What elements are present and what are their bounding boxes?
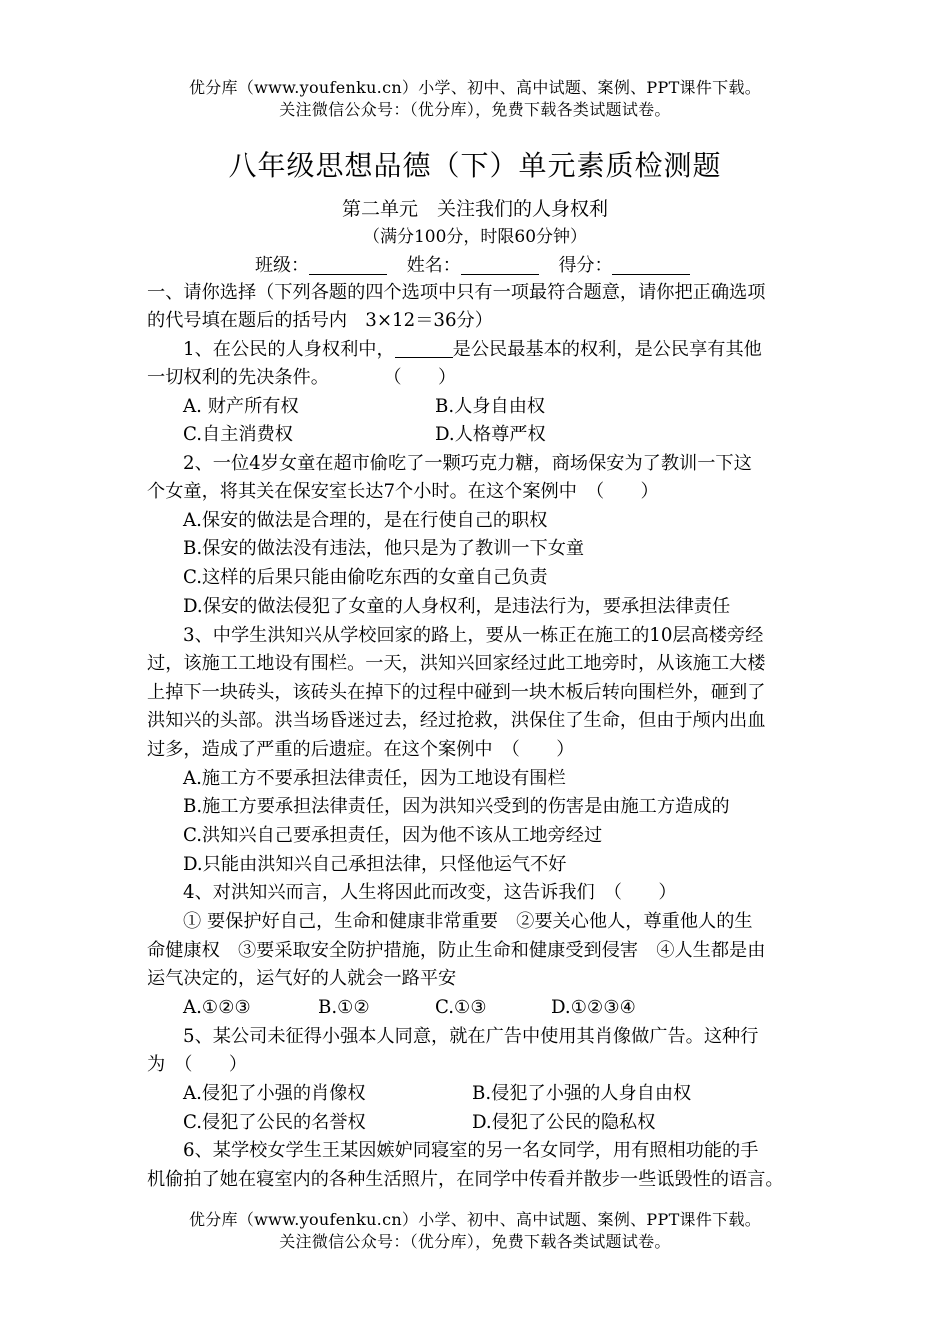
student-info-row — [255, 251, 704, 277]
class-blank — [309, 256, 387, 275]
q5-stem-line-2: 为 （ ） — [147, 1054, 248, 1075]
q5-option-b: B.侵犯了小强的人身自由权 — [472, 1083, 692, 1104]
q3-stem-line-1: 3、中学生洪知兴从学校回家的路上，要从一栋正在施工的10层高楼旁经 — [183, 625, 764, 646]
q2-option-b: B.保安的做法没有违法，他只是为了教训一下女童 — [183, 538, 585, 559]
page-title: 八年级思想品德（下）单元素质检测题 — [228, 149, 722, 182]
unit-title: 第二单元 关注我们的人身权利 — [341, 198, 608, 220]
q2-option-d: D.保安的做法侵犯了女童的人身权利，是违法行为，要承担法律责任 — [183, 596, 731, 617]
footer-line-1: 优分库（www.youfenku.cn）小学、初中、高中试题、案例、PPT课件下载。 — [188, 1210, 762, 1229]
q2-option-c: C.这样的后果只能由偷吃东西的女童自己负责 — [183, 567, 548, 588]
q3-stem-line-2: 过，该施工工地设有围栏。一天，洪知兴回家经过此工地旁时，从该施工大楼 — [147, 653, 766, 674]
exam-info: （满分100分，时限60分钟） — [362, 227, 588, 247]
header-line-1: 优分库（www.youfenku.cn）小学、初中、高中试题、案例、PPT课件下载。 — [188, 78, 762, 97]
footer-line-2: 关注微信公众号：（优分库），免费下载各类试题试卷。 — [279, 1232, 671, 1251]
q5-option-d: D.侵犯了公民的隐私权 — [472, 1112, 656, 1133]
q1-stem-part-b: 是公民最基本的权利，是公民享有其他 — [452, 339, 762, 360]
header-line-2: 关注微信公众号：（优分库），免费下载各类试题试卷。 — [279, 100, 671, 119]
q1-stem-line-1 — [183, 339, 762, 361]
q3-option-c: C.洪知兴自己要承担责任，因为他不该从工地旁经过 — [183, 825, 603, 846]
q2-option-a: A.保安的做法是合理的，是在行使自己的职权 — [183, 510, 548, 531]
q2-stem-line-2: 个女童，将其关在保安室长达7个小时。在这个案例中 （ ） — [147, 481, 659, 502]
name-label: 姓名： — [406, 255, 461, 276]
q5-option-a: A.侵犯了小强的肖像权 — [183, 1083, 366, 1104]
q1-option-c: C.自主消费权 — [183, 424, 293, 445]
q1-option-b: B.人身自由权 — [435, 396, 546, 417]
q1-stem-part-a: 1、在公民的人身权利中， — [183, 339, 395, 360]
q4-option-d: D.①②③④ — [551, 997, 636, 1018]
q4-stem-line-2: ① 要保护好自己，生命和健康非常重要 ②要关心他人，尊重他人的生 — [183, 911, 753, 932]
section-heading-line-2: 的代号填在题后的括号内 3×12＝36分） — [147, 310, 493, 331]
q6-stem-line-2: 机偷拍了她在寝室内的各种生活照片，在同学中传看并散步一些诋毁性的语言。 — [147, 1169, 784, 1190]
q1-option-d: D.人格尊严权 — [435, 424, 546, 445]
q3-option-b: B.施工方要承担法律责任，因为洪知兴受到的伤害是由施工方造成的 — [183, 796, 730, 817]
q5-option-c: C.侵犯了公民的名誉权 — [183, 1112, 366, 1133]
q4-stem-line-1: 4、对洪知兴而言，人生将因此而改变，这告诉我们 （ ） — [183, 882, 677, 903]
name-blank — [461, 256, 539, 275]
q3-stem-line-4: 洪知兴的头部。洪当场昏迷过去，经过抢救，洪保住了生命，但由于颅内出血 — [147, 710, 766, 731]
q4-option-a: A.①②③ — [183, 997, 251, 1018]
q4-option-b: B.①② — [318, 997, 370, 1018]
q3-option-a: A.施工方不要承担法律责任，因为工地设有围栏 — [183, 768, 566, 789]
q4-option-c: C.①③ — [435, 997, 487, 1018]
q5-stem-line-1: 5、某公司未征得小强本人同意，就在广告中使用其肖像做广告。这种行 — [183, 1026, 759, 1047]
q1-answer-blank — [395, 339, 453, 358]
q6-stem-line-1: 6、某学校女学生王某因嫉妒同寝室的另一名女同学，用有照相功能的手 — [183, 1140, 759, 1161]
score-label: 得分： — [558, 255, 613, 276]
q3-stem-line-3: 上掉下一块砖头，该砖头在掉下的过程中碰到一块木板后转向围栏外，砸到了 — [147, 682, 766, 703]
q1-option-a: A. 财产所有权 — [183, 396, 299, 417]
q3-stem-line-5: 过多，造成了严重的后遗症。在这个案例中 （ ） — [147, 739, 575, 760]
q1-stem-line-2: 一切权利的先决条件。 （ ） — [147, 367, 457, 388]
section-heading-line-1: 一、请你选择（下列各题的四个选项中只有一项最符合题意，请你把正确选项 — [147, 282, 766, 303]
score-blank — [612, 256, 690, 275]
class-label: 班级： — [255, 255, 309, 276]
q4-stem-line-3: 命健康权 ③要采取安全防护措施，防止生命和健康受到侵害 ④人生都是由 — [147, 940, 766, 961]
q4-stem-line-4: 运气决定的，运气好的人就会一路平安 — [147, 968, 457, 989]
q2-stem-line-1: 2、一位4岁女童在超市偷吃了一颗巧克力糖，商场保安为了教训一下这 — [183, 453, 752, 474]
q3-option-d: D.只能由洪知兴自己承担法律，只怪他运气不好 — [183, 854, 567, 875]
